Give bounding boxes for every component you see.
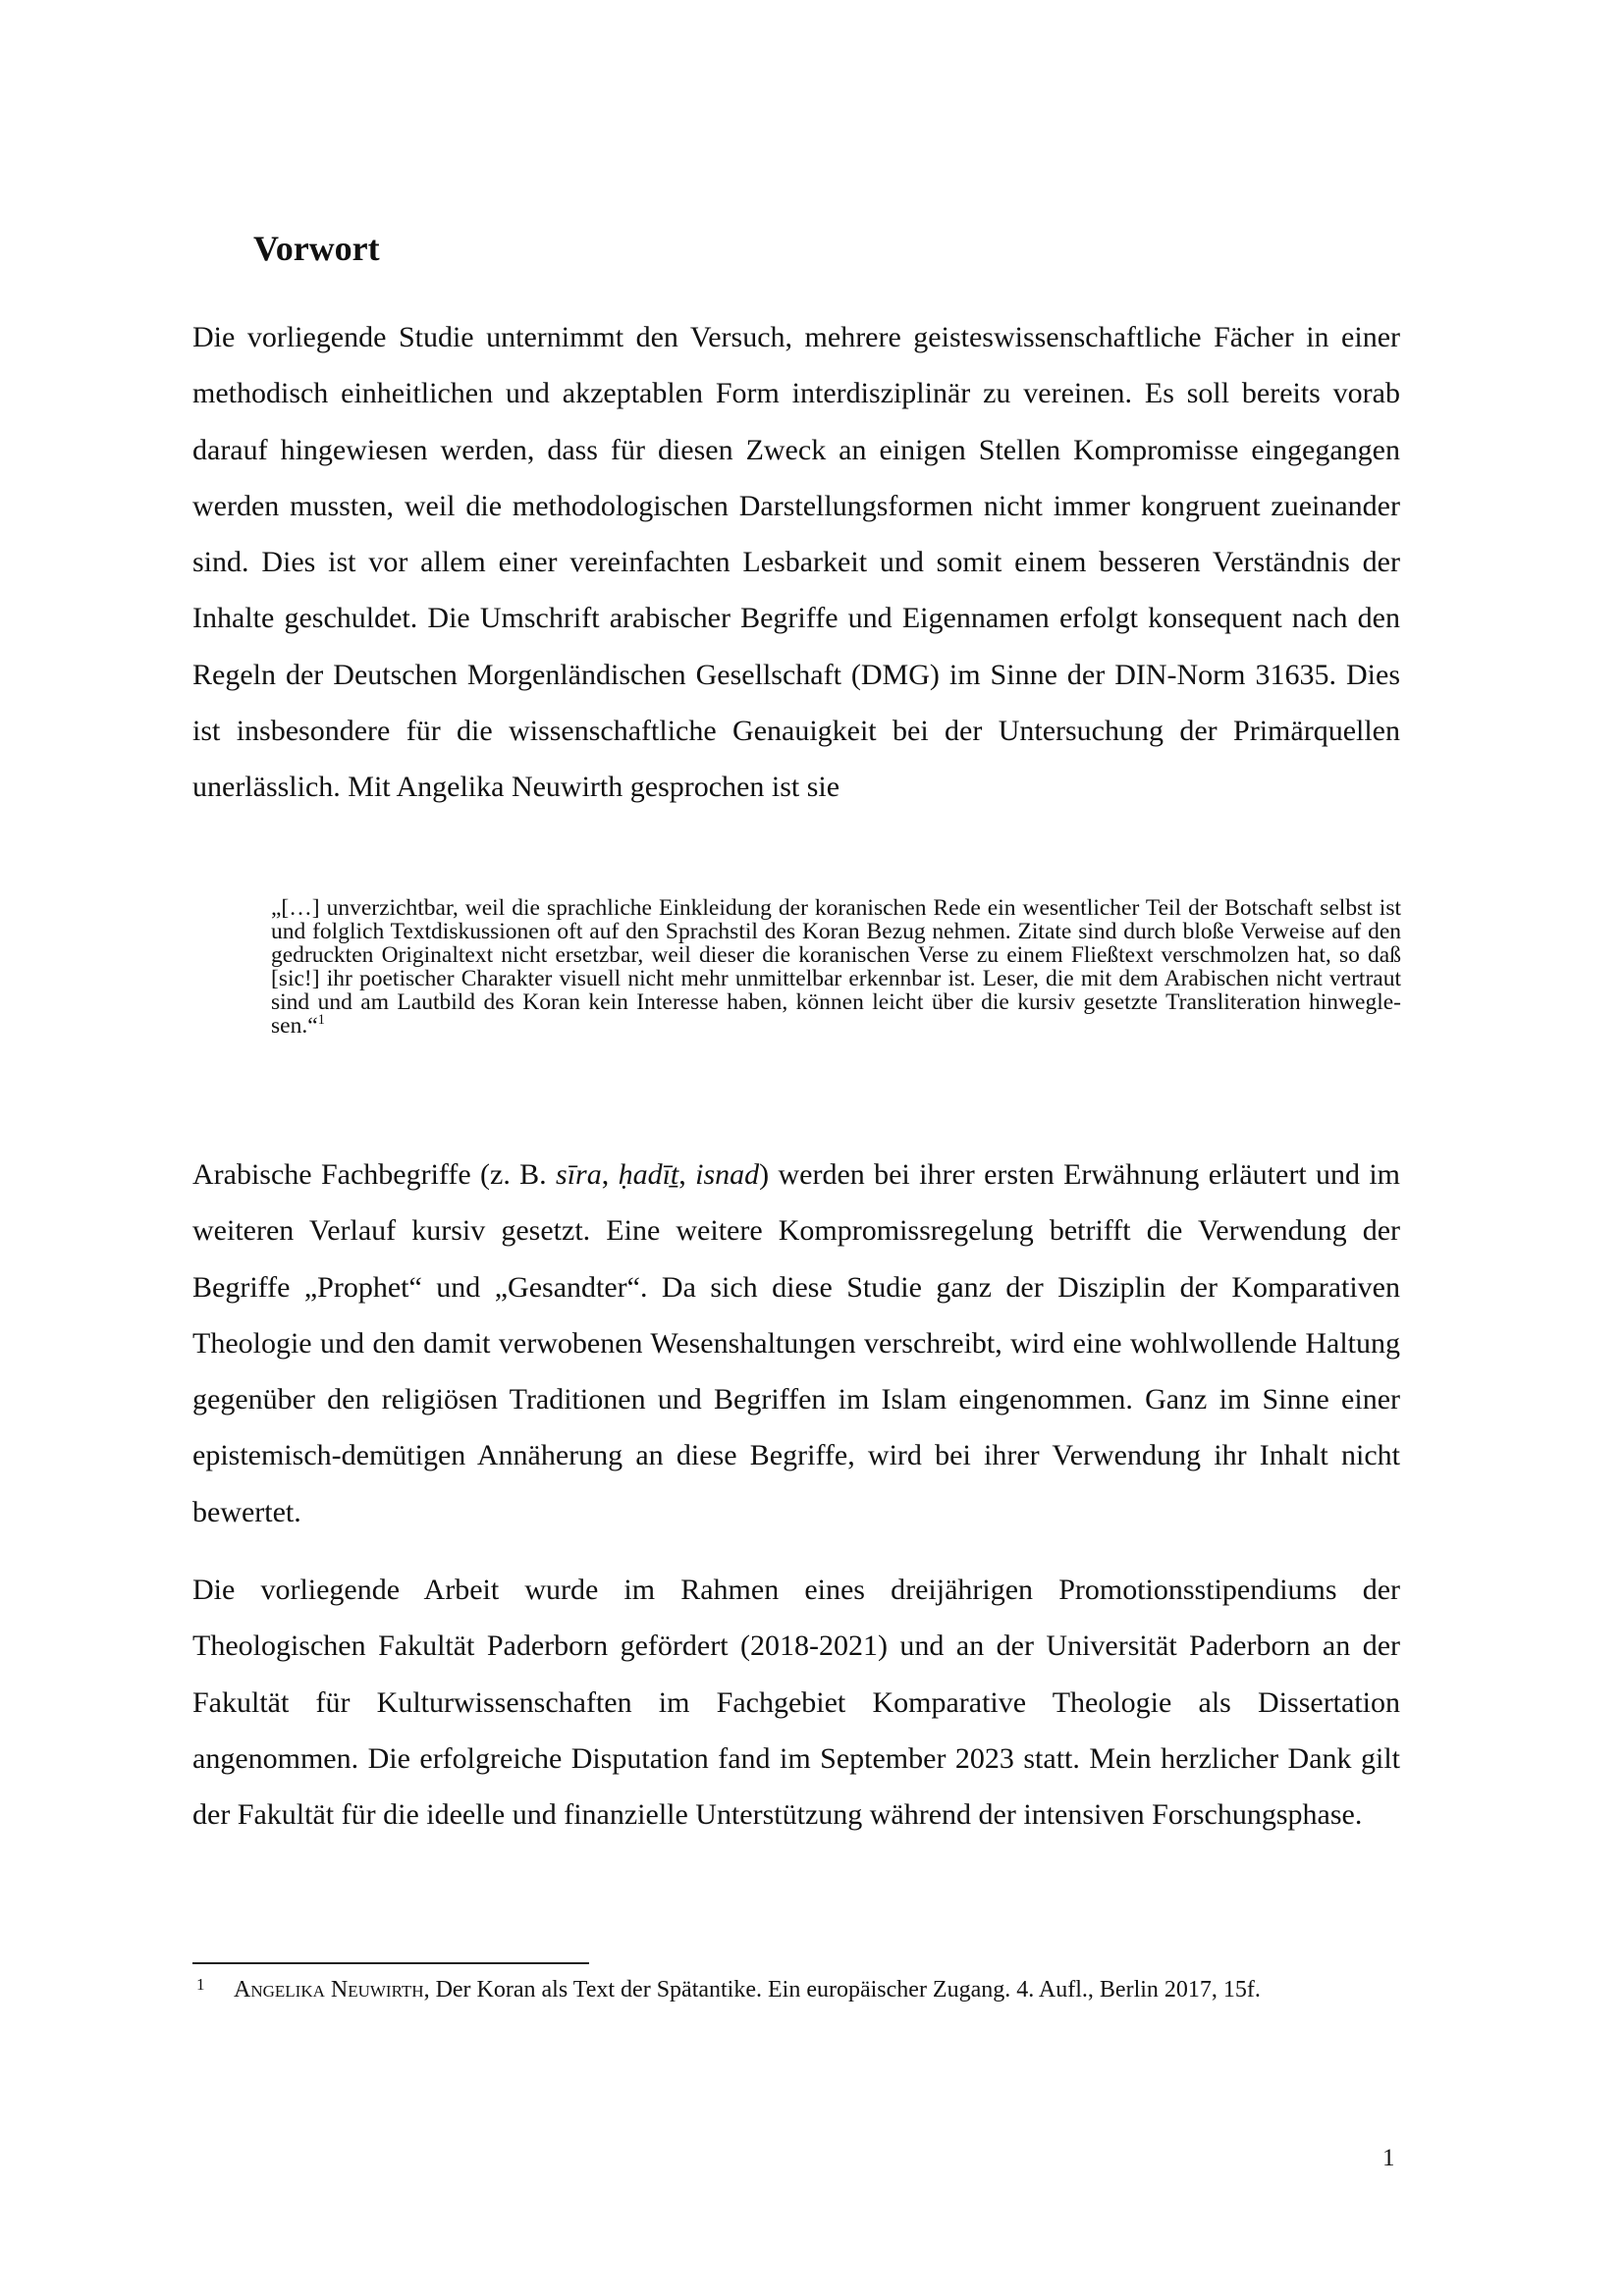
footnote-reference: 1 bbox=[317, 1012, 325, 1029]
footnote-separator bbox=[192, 1962, 589, 1964]
paragraph-intro: Die vorliegende Studie unternimmt den Versuch, mehrere geisteswissenschaftliche Fächer in einer methodisch einheitlichen und akzeptablen Form interdisziplinär zu vereinen. Es soll bereits vorab darauf hingewiesen werden, dass für diesen Zweck an einigen Stellen Kompromisse eingegangen werden mussten, weil die methodologischen Darstellungsformen nicht immer kongruent zueinander sind. Dies ist vor allem einer vereinfachten Lesbarkeit und somit einem besseren Verständnis der Inhalte geschuldet. Die Umschrift arabischer Begriffe und Eigennamen erfolgt konsequent nach den Regeln der Deutschen Morgenländischen Gesellschaft (DMG) im Sinne der DIN-Norm 31635. Dies ist insbesondere für die wissenschaftliche Genauigkeit bei der Untersuchung der Primärquellen unerlässlich. Mit Angelika Neuwirth gesprochen ist sie bbox=[192, 321, 1400, 804]
arabic-term: ḥadīṯ bbox=[618, 1158, 679, 1191]
arabic-term: isnad bbox=[695, 1158, 760, 1191]
paragraph-terminology bbox=[192, 1147, 1400, 1540]
separator: , bbox=[601, 1158, 619, 1191]
quote-text: „[…] unverzichtbar, weil die sprachliche Einkleidung der koranischen Rede ein wesentlicher Teil der Botschaft selbst ist und folglich Textdiskussionen oft auf den Sprachstil des Koran Bezug nehmen. Zitate sind durch bloße Verweise auf den gedruckten Originaltext nicht ersetzbar, weil dieser die koranischen Verse zu einem Fließtext verschmolzen hat, so daß [sic!] ihr poetischer Charakter visuell nicht mehr unmittelbar erkennbar ist. Leser, die mit dem Arabischen nicht vertraut sind und am Lautbild des Koran kein Interesse haben, können leicht über die kursiv gesetzte Transliteration hinweglesen.“ bbox=[271, 895, 1401, 1039]
footnote-text: , Der Koran als Text der Spätantike. Ein europäischer Zugang. 4. Aufl., Berlin 2017, 15f. bbox=[423, 1977, 1261, 2002]
footnote-number: 1 bbox=[196, 1975, 205, 1994]
footnote bbox=[234, 1976, 1363, 2003]
footnote-author: Angelika Neuwirth bbox=[234, 1977, 424, 2002]
paragraph-text: Arabische Fachbegriffe (z. B. bbox=[192, 1158, 557, 1191]
paragraph-acknowledgement: Die vorliegende Arbeit wurde im Rahmen eines dreijährigen Promotionsstipendiums der Theologischen Fakultät Paderborn gefördert (2018-2021) und an der Universität Paderborn an der Fakultät für Kulturwissenschaften im Fachgebiet Komparative Theologie als Dissertation angenommen. Die erfolgreiche Disputation fand im September 2023 statt. Mein herzlicher Dank gilt der Fakultät für die ideelle und finanzielle Unterstützung während der intensiven Forschungsphase. bbox=[192, 1574, 1400, 1832]
page-title: Vorwort bbox=[253, 229, 380, 268]
separator: , bbox=[678, 1158, 696, 1191]
block-quote bbox=[271, 896, 1401, 1038]
arabic-term: sīra bbox=[556, 1158, 602, 1191]
page-number: 1 bbox=[1382, 2145, 1395, 2171]
paragraph-text: ) werden bei ihrer ersten Erwähnung erläutert und im weiteren Verlauf kursiv gesetzt. Eine weitere Kompromissregelung betrifft die Verwendung der Begriffe „Prophet“ und „Gesandter“. Da sich diese Studie ganz der Disziplin der Komparativen Theologie und den damit verwobenen Wesenshaltungen verschreibt, wird eine wohlwollende Haltung gegenüber den religiösen Traditionen und Begriffen im Islam eingenommen. Ganz im Sinne einer epistemisch-demütigen Annäherung an diese Begriffe, wird bei ihrer Verwendung ihr Inhalt nicht bewertet. bbox=[192, 1158, 1401, 1528]
